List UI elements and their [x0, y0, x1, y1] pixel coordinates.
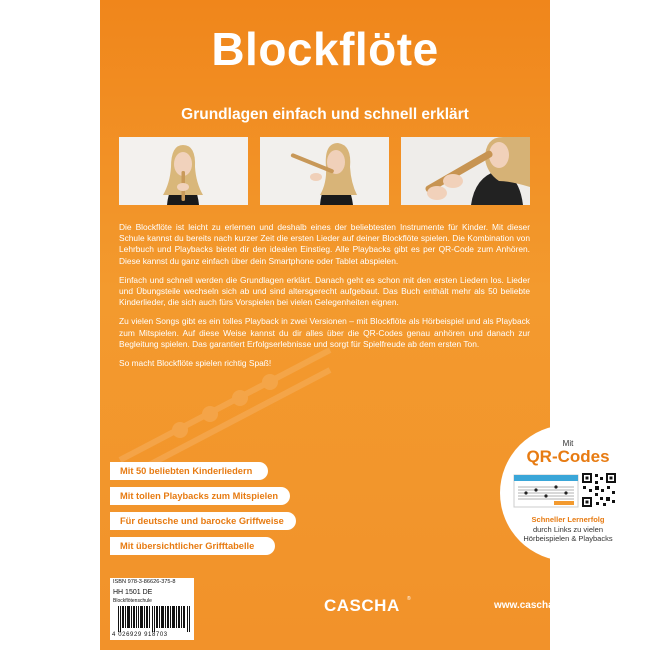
photo-strip [119, 137, 531, 205]
photo-player-front [119, 137, 248, 205]
sheet-music-icon [514, 471, 578, 511]
qr-badge-mit: Mit [562, 439, 574, 448]
registered-mark-icon: ® [407, 596, 411, 602]
paragraph-2: Einfach und schnell werden die Grundlagen erklärt. Danach geht es schon mit den ersten Liedern los. Lieder und Übungsteile wechseln sich ab und sind altersgerecht aufgebaut. Das Buch enthält mehr als 50 beliebte Kinderlieder, die sich auch fürs Vorspielen bei vielen Gelegenheiten eignen. [119, 274, 530, 308]
isbn-text: ISBN 978-3-86626-375-8 [113, 579, 176, 585]
qr-badge-title: QR-Codes [526, 447, 610, 466]
qr-code-badge [500, 425, 636, 561]
qr-code-icon [581, 472, 617, 508]
feature-item: Mit übersichtlicher Grifftabelle [110, 537, 275, 555]
qr-badge-lead: Schneller Lernerfolg [531, 515, 605, 524]
ean-number: 4 026929 918703 [112, 632, 168, 638]
feature-item: Mit tollen Playbacks zum Mitspielen [110, 487, 290, 505]
qr-badge-description: durch Links zu vielen Hörbeispielen & Playbacks [523, 525, 613, 543]
feature-item: Für deutsche und barocke Griffweise [110, 512, 296, 530]
recorder-closeup-image [401, 137, 530, 205]
recorder-player-image [260, 137, 389, 205]
barcode-icon [118, 606, 190, 632]
publisher-url[interactable]: www.caschamusic.com [494, 600, 606, 611]
publisher-logo: CASCHA [324, 596, 400, 615]
order-number: HH 1501 DE [113, 589, 153, 596]
feature-item: Mit 50 beliebten Kinderliedern [110, 462, 268, 480]
book-subtitle: Grundlagen einfach und schnell erklärt [181, 106, 469, 123]
description-text [119, 222, 530, 377]
paragraph-3: Zu vielen Songs gibt es ein tolles Playback in zwei Versionen – mit Blockflöte als Hörbeispiel und als Playback zum Mitspielen. Auf diese Weise kannst du dir alles über die QR-Codes genau anhören und danach zur Begleitung spielen. Das garantiert Erfolgserlebnisse und sorgt für Spielfreude ab dem ersten Ton. [119, 316, 530, 349]
book-title: Blockflöte [211, 23, 439, 75]
recorder-player-image [119, 137, 248, 205]
series-name: Blockflötenschule [113, 598, 152, 604]
photo-player-closeup [401, 137, 530, 205]
barcode-box [110, 578, 194, 640]
paragraph-1: Die Blockflöte ist leicht zu erlernen und deshalb eines der beliebtesten Instrumente für Kinder. Mit dieser Schule kannst du bereits nach kurzer Zeit die ersten Lieder auf deiner Blockflöte spielen. Die Kombination von Lehrbuch und Playbacks bietet dir den idealen Einstieg. Alle Playbacks gibt es per QR-Code zum Anhören. Diese kannst du ganz einfach über dein Smartphone oder Tablet abspielen. [119, 222, 530, 266]
photo-player-side [260, 137, 389, 205]
paragraph-4: So macht Blockflöte spielen richtig Spaß! [119, 358, 272, 369]
